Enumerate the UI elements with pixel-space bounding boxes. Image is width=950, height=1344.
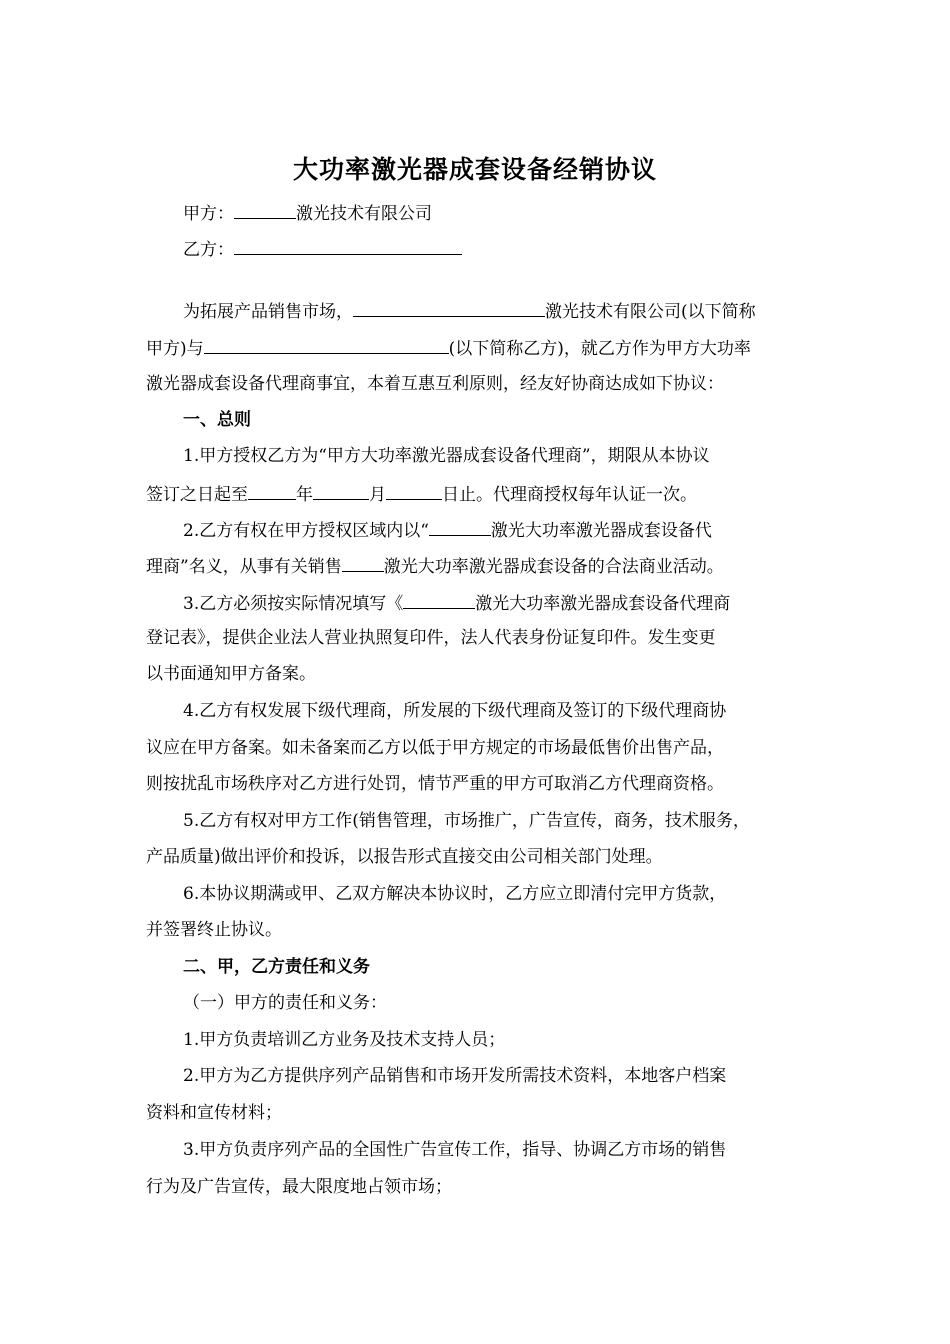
section-heading: 一、总则 bbox=[183, 410, 251, 430]
party-a-line bbox=[183, 200, 432, 226]
clause-line: 并签署终止协议。 bbox=[146, 920, 282, 940]
blank-field bbox=[342, 553, 384, 572]
clause-line: 则按扰乱市场秩序对乙方进行处罚，情节严重的甲方可取消乙方代理商资格。 bbox=[146, 774, 724, 794]
blank-field bbox=[353, 298, 545, 317]
party-a-label: 甲方： bbox=[183, 204, 234, 224]
clause-line: 1.甲方负责培训乙方业务及技术支持人员； bbox=[183, 1030, 506, 1050]
clause-line: 5.乙方有权对甲方工作(销售管理，市场推广，广告宣传，商务，技术服务， bbox=[183, 811, 750, 831]
clause-line: 以书面通知甲方备案。 bbox=[146, 664, 316, 684]
clause-line: 资料和宣传材料； bbox=[146, 1103, 282, 1123]
clause-line: 3.乙方必须按实际情况填写《 激光大功率激光器成套设备代理商 bbox=[183, 590, 730, 616]
clause-line: 3.甲方负责序列产品的全国性广告宣传工作，指导、协调乙方市场的销售 bbox=[183, 1140, 727, 1160]
blank-field bbox=[429, 517, 491, 536]
subsection-heading: （一）甲方的责任和义务： bbox=[183, 993, 387, 1013]
clause-line: 2.甲方为乙方提供序列产品销售和市场开发所需技术资料，本地客户档案 bbox=[183, 1066, 727, 1086]
party-b-line bbox=[183, 236, 462, 262]
party-a-name: 激光技术有限公司 bbox=[296, 204, 432, 224]
clause-line: 理商”名义，从事有关销售 激光大功率激光器成套设备的合法商业活动。 bbox=[146, 553, 724, 579]
blank-field bbox=[403, 590, 475, 609]
blank-field bbox=[204, 335, 449, 354]
party-b-blank bbox=[234, 236, 462, 255]
month-blank bbox=[313, 481, 369, 500]
preamble-line: 激光器成套设备代理商事宜，本着互惠互利原则，经友好协商达成如下协议： bbox=[146, 374, 724, 394]
clause-line: 1.甲方授权乙方为“甲方大功率激光器成套设备代理商”，期限从本协议 bbox=[183, 446, 710, 466]
clause-line: 2.乙方有权在甲方授权区域内以“ 激光大功率激光器成套设备代 bbox=[183, 517, 712, 543]
section-heading: 二、甲，乙方责任和义务 bbox=[183, 957, 370, 977]
party-b-label: 乙方： bbox=[183, 240, 234, 260]
day-blank bbox=[386, 481, 442, 500]
clause-line: 登记表》，提供企业法人营业执照复印件，法人代表身份证复印件。发生变更 bbox=[146, 628, 716, 648]
preamble-line: 为拓展产品销售市场， 激光技术有限公司(以下简称 bbox=[183, 298, 756, 324]
party-a-blank bbox=[234, 200, 296, 219]
preamble-line: 甲方)与 (以下简称乙方)，就乙方作为甲方大功率 bbox=[146, 335, 751, 361]
document-title: 大功率激光器成套设备经销协议 bbox=[292, 155, 657, 184]
clause-line: 议应在甲方备案。如未备案而乙方以低于甲方规定的市场最低售价出售产品， bbox=[146, 738, 724, 758]
clause-line: 4.乙方有权发展下级代理商，所发展的下级代理商及签订的下级代理商协 bbox=[183, 701, 727, 721]
year-blank bbox=[248, 481, 296, 500]
clause-line: 产品质量)做出评价和投诉，以报告形式直接交由公司相关部门处理。 bbox=[146, 847, 663, 867]
clause-line: 6.本协议期满或甲、乙双方解决本协议时，乙方应立即清付完甲方货款， bbox=[183, 884, 727, 904]
clause-line: 行为及广告宣传，最大限度地占领市场； bbox=[146, 1177, 452, 1197]
clause-line: 签订之日起至 年 月 日止。代理商授权每年认证一次。 bbox=[146, 481, 697, 507]
